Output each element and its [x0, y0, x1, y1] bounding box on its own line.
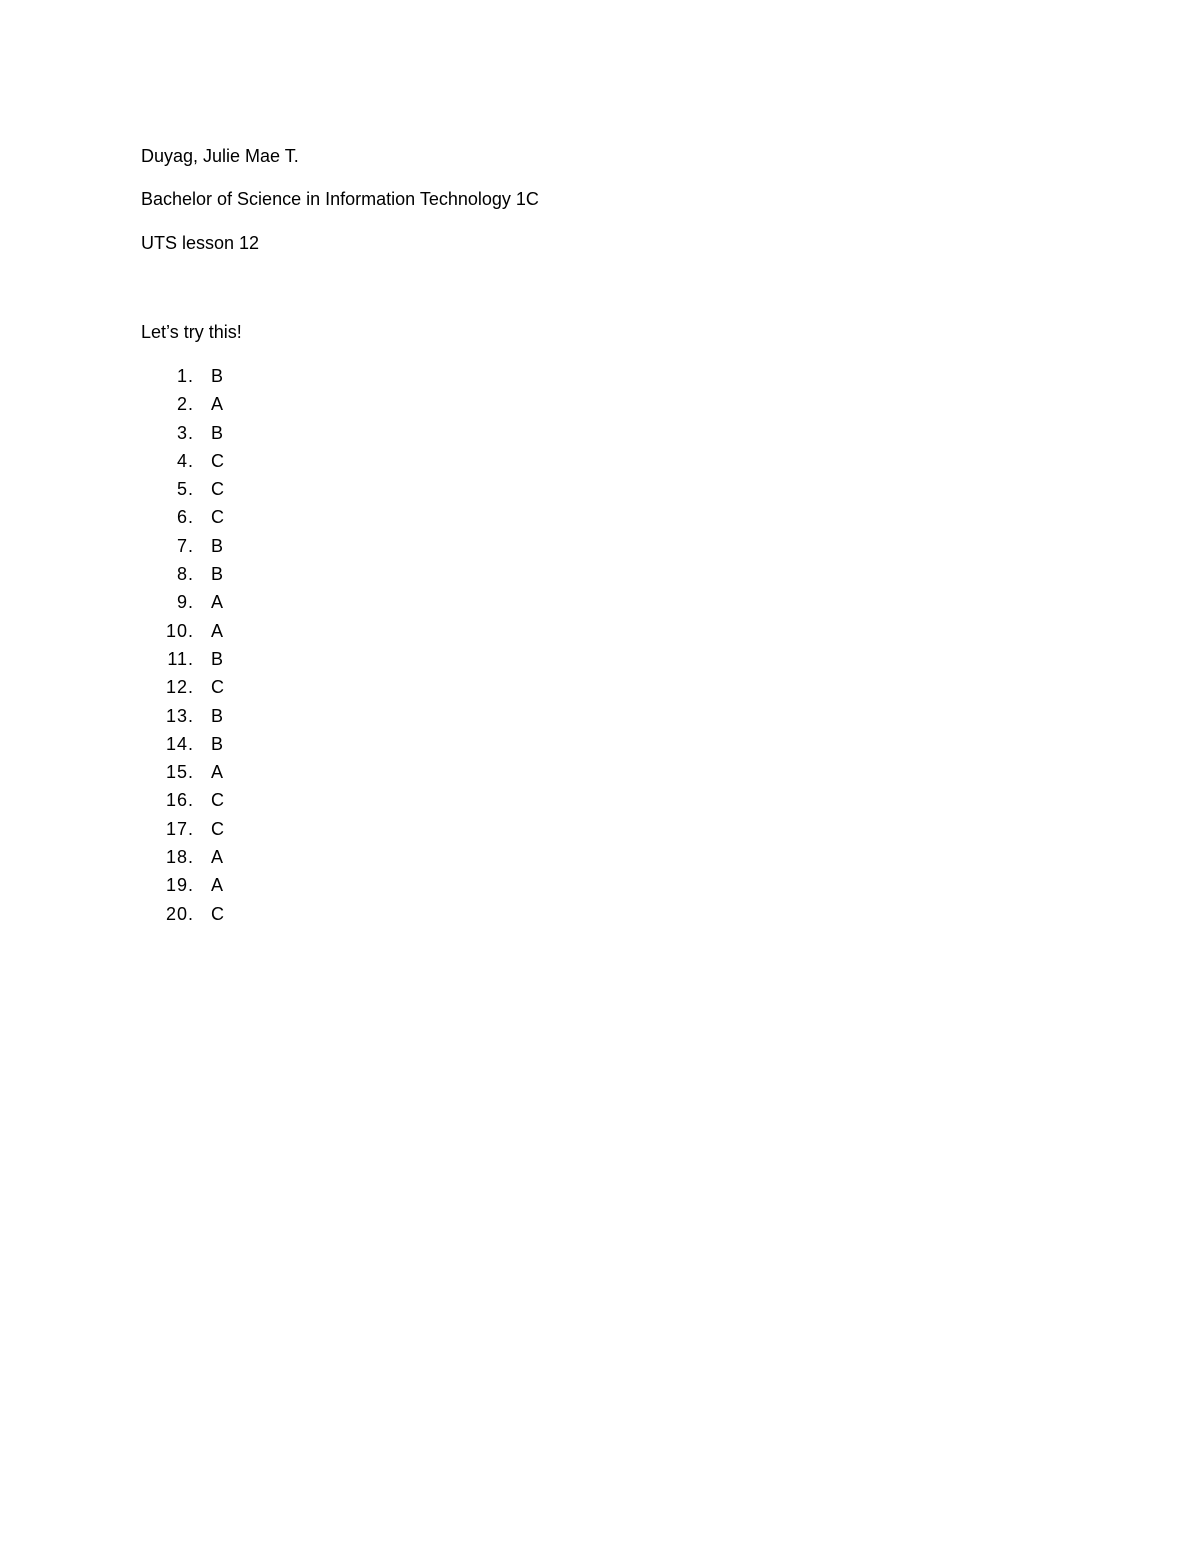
answer-value: B: [211, 648, 224, 669]
answer-value: B: [211, 733, 224, 754]
answer-value: A: [211, 875, 224, 896]
lesson-title: UTS lesson 12: [141, 233, 260, 253]
answer-number: 20.: [165, 903, 194, 924]
answer-number: 3.: [176, 422, 194, 443]
answer-value: A: [211, 620, 224, 641]
answer-number: 8.: [176, 564, 194, 585]
answer-number: 10.: [165, 620, 194, 641]
answer-value: C: [211, 790, 224, 811]
answer-number: 12.: [165, 677, 194, 698]
student-name: Duyag, Julie Mae T.: [141, 146, 299, 166]
answer-number: 9.: [176, 592, 194, 613]
answer-number: 1.: [176, 366, 194, 386]
answer-number: 2.: [176, 394, 194, 415]
answer-number: 7.: [176, 535, 194, 556]
section-title: Let’s try this!: [141, 322, 242, 342]
answer-number: 18.: [165, 847, 194, 868]
answer-value: A: [211, 762, 224, 783]
answer-value: A: [211, 592, 224, 613]
answer-value: A: [211, 394, 224, 415]
answer-value: C: [211, 479, 224, 500]
answer-number: 16.: [165, 790, 194, 811]
answer-value: B: [211, 422, 224, 443]
answer-value: B: [211, 366, 224, 386]
answer-number: 5.: [176, 479, 194, 500]
answer-number: 14.: [165, 733, 194, 754]
answer-number: 13.: [165, 705, 194, 726]
answer-number: 11.: [167, 648, 194, 669]
answer-value: C: [211, 677, 224, 698]
answer-value: C: [211, 507, 224, 528]
answer-number: 17.: [165, 818, 194, 839]
answer-number: 4.: [176, 450, 194, 471]
answer-value: C: [211, 450, 224, 471]
answer-number: 6.: [176, 507, 194, 528]
answer-value: B: [211, 564, 224, 585]
answer-value: B: [211, 535, 224, 556]
answer-value: B: [211, 705, 224, 726]
answer-number: 19.: [165, 875, 194, 896]
answer-value: C: [211, 903, 224, 924]
answer-value: C: [211, 818, 224, 839]
course-name: Bachelor of Science in Information Technology 1C: [141, 189, 539, 209]
answer-value: A: [211, 847, 224, 868]
answer-number: 15.: [165, 762, 194, 783]
